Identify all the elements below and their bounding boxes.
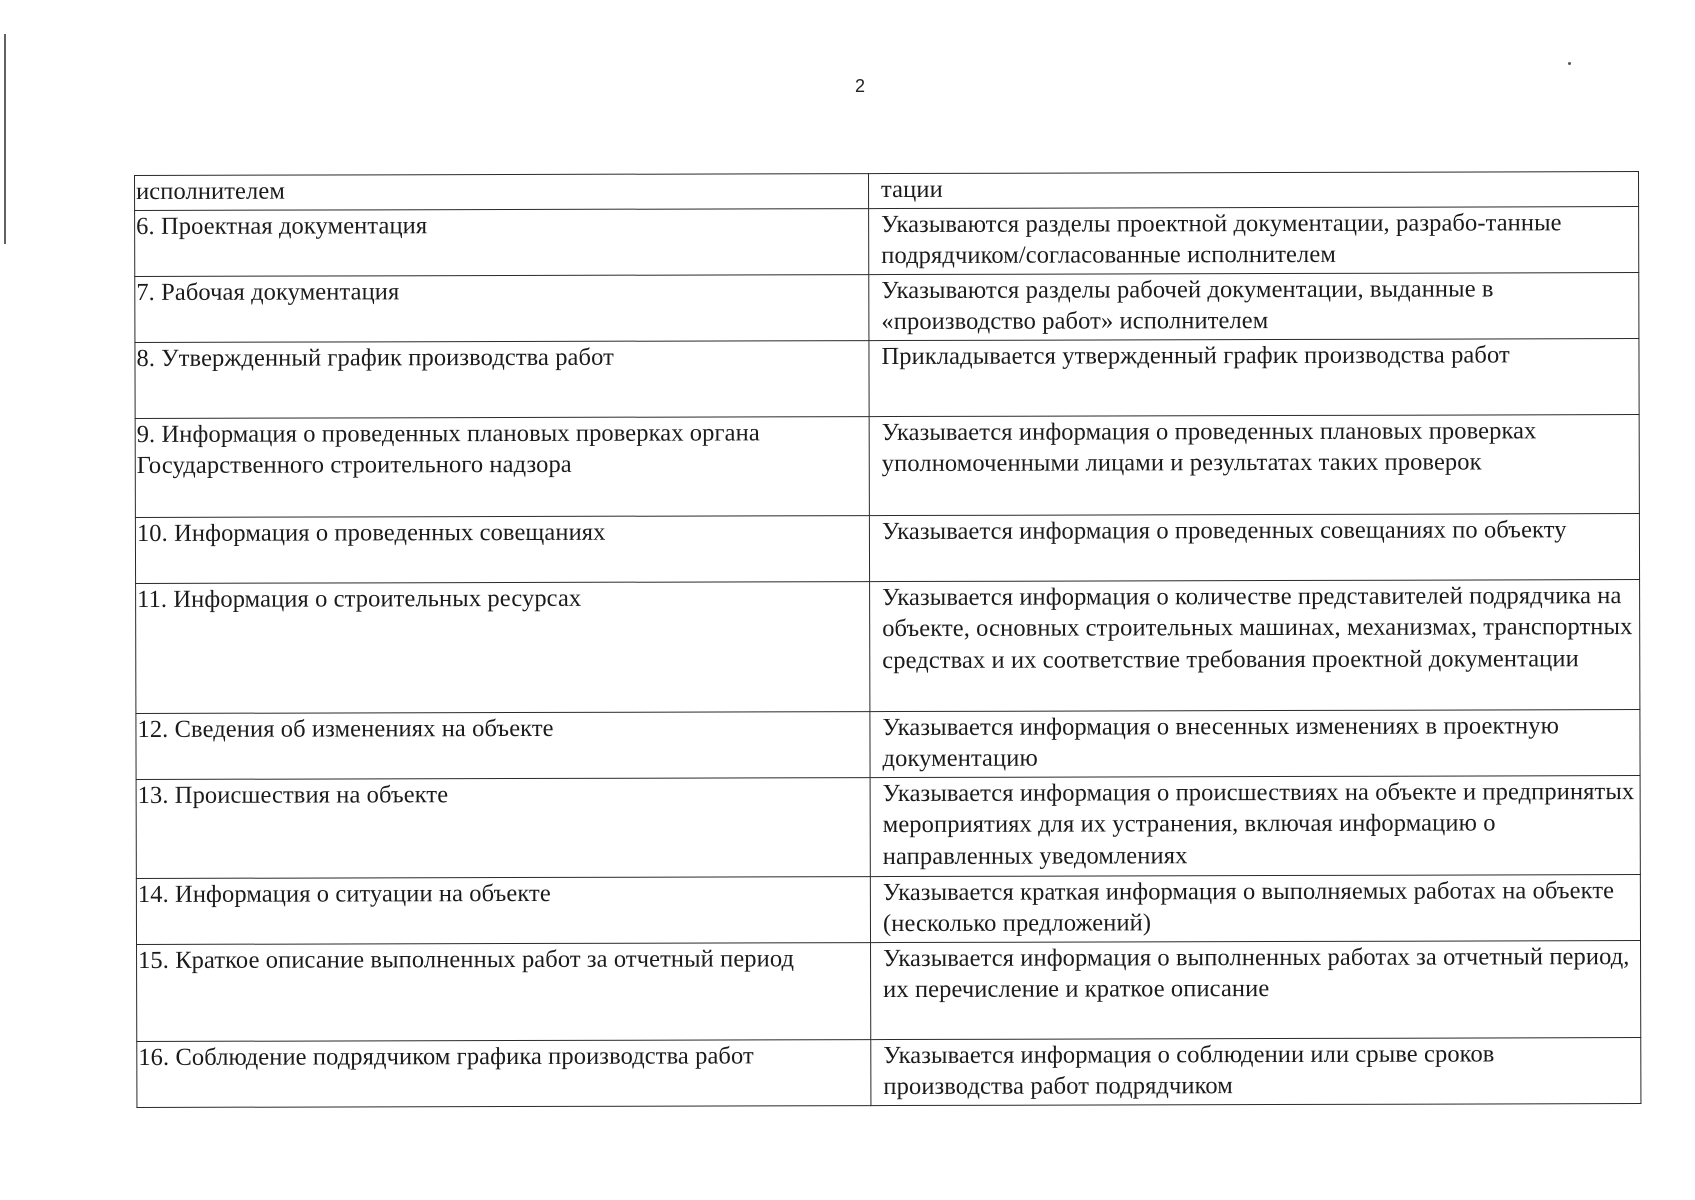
table-row — [135, 172, 1639, 210]
row-label: 10. Информация о проведенных совещаниях — [135, 515, 869, 583]
row-label: 13. Происшествия на объекте — [136, 777, 870, 878]
table-row — [136, 874, 1640, 944]
row-description: Указывается краткая информация о выполняемых работах на объекте (несколько предложений) — [870, 874, 1640, 942]
row-description: тации — [868, 172, 1638, 209]
row-description: Указывается информация о проведенных совещаниях по объекту — [869, 513, 1639, 581]
row-description: Указываются разделы проектной документации, разрабо-танные подрядчиком/согласованные исполнителем — [869, 206, 1639, 274]
scan-speck — [1568, 62, 1571, 65]
row-description: Прикладывается утвержденный график производства работ — [869, 338, 1639, 416]
table-row — [136, 775, 1640, 878]
row-description: Указываются разделы рабочей документации, выданные в «производство работ» исполнителем — [869, 272, 1639, 340]
row-label: 12. Сведения об изменениях на объекте — [136, 711, 870, 779]
page-number: 2 — [854, 76, 865, 96]
row-label: исполнителем — [135, 174, 869, 210]
table-row — [135, 272, 1639, 342]
row-label: 8. Утвержденный график производства работ — [135, 340, 869, 418]
table-row — [137, 1037, 1641, 1107]
row-label: 16. Соблюдение подрядчиком графика производства работ — [137, 1039, 871, 1107]
row-label: 11. Информация о строительных ресурсах — [136, 581, 870, 713]
table-row — [136, 579, 1640, 713]
row-description: Указывается информация о внесенных изменениях в проектную документацию — [870, 709, 1640, 777]
row-label: 7. Рабочая документация — [135, 274, 869, 342]
row-description: Указывается информация о проведенных плановых проверках уполномоченными лицами и результатах таких проверок — [869, 414, 1639, 515]
row-label: 14. Информация о ситуации на объекте — [136, 876, 870, 944]
table-row — [136, 709, 1640, 779]
row-description: Указывается информация о количестве представителей подрядчика на объекте, основных строительных машинах, механизмах, транспортных средствах и их соответствие требования проектной документации — [870, 579, 1640, 711]
table-row — [135, 206, 1639, 276]
row-label: 15. Краткое описание выполненных работ за отчетный период — [137, 942, 871, 1041]
table-row — [135, 513, 1639, 583]
row-description: Указывается информация о происшествиях на объекте и предпринятых мероприятиях для их устранения, включая информацию о направленных уведомлениях — [870, 775, 1640, 876]
table-row — [135, 414, 1639, 517]
row-description: Указывается информация о соблюдении или срыве сроков производства работ подрядчиком — [871, 1037, 1641, 1105]
table-row — [137, 940, 1641, 1041]
row-description: Указывается информация о выполненных работах за отчетный период, их перечисление и краткое описание — [871, 940, 1641, 1039]
row-label: 9. Информация о проведенных плановых проверках органа Государственного строительного надзора — [135, 416, 869, 517]
row-label: 6. Проектная документация — [135, 208, 869, 276]
scan-edge-mark — [4, 34, 6, 244]
table-row — [135, 338, 1639, 418]
report-structure-table — [134, 171, 1641, 1107]
